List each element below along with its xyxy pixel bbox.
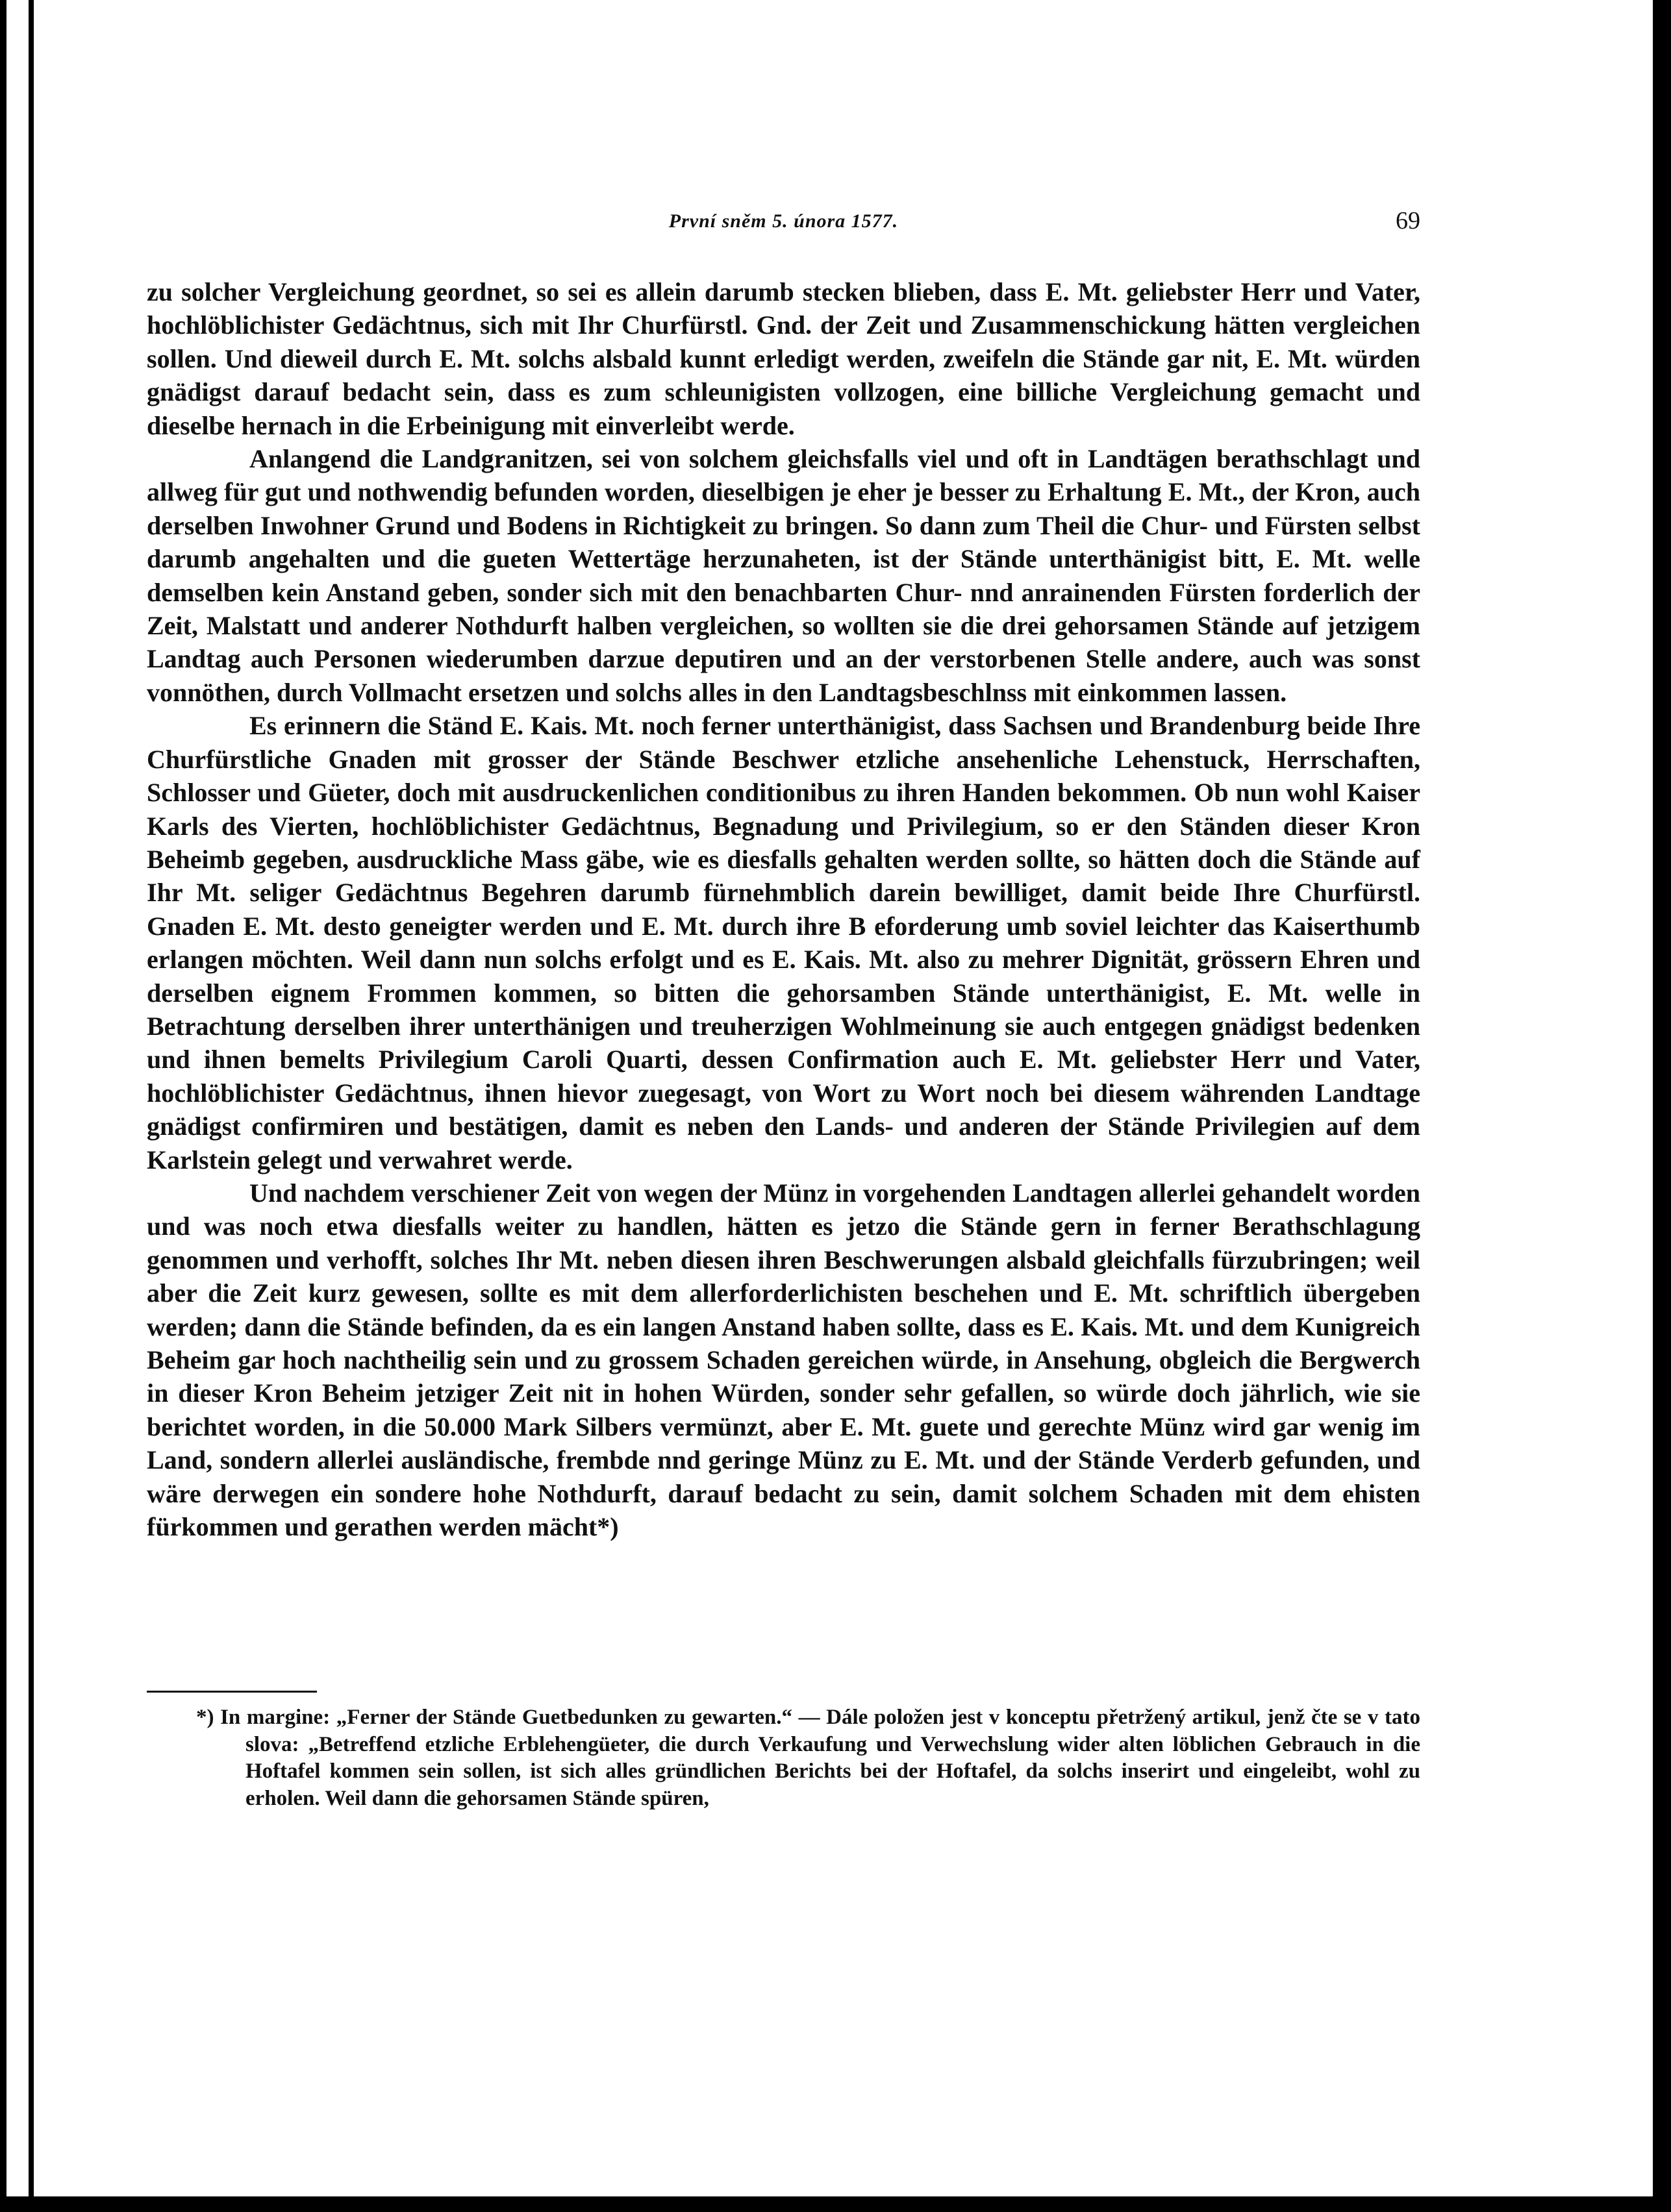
paragraph: zu solcher Vergleichung geordnet, so sei es allein darumb stecken blieben, dass E. Mt. geliebster Herr und Vater, hochlöblichister Gedächtnus, sich mit Ihr Churfürstl. Gnd. der Zeit und Zusammenschickung hätten vergleichen sollen. Und dieweil durch E. Mt. solchs alsbald kunnt erledigt werden, zweifeln die Stände gar nit, E. Mt. würden gnädigst darauf bedacht sein, dass es zum schleunigisten vollzogen, eine billiche Vergleichung gemacht und dieselbe hernach in die Erbeinigung mit einverleibt werde. [147, 277, 1420, 440]
scan-edge-binding [29, 0, 34, 2212]
footnote-text: *) In margine: „Ferner der Stände Guetbedunken zu gewarten.“ — Dále položen jest v konceptu přetržený artikul, jenž čte se v tato slova: „Betreffend etzliche Erblehengüeter, die durch Verkaufung und Verwechslung wider alten löblichen Gebrauch in die Hoftafel kommen sein sollen, ist sich alles gründlichen Berichts bei der Hoftafel, da solchs inserirt und eingeleibt, wohl zu erholen. Weil dann die gehorsamen Stände spüren, [196, 1706, 1420, 1810]
footnote-rule [147, 1691, 317, 1693]
paragraph: Und nachdem verschiener Zeit von wegen der Münz in vorgehenden Landtagen allerlei gehandelt worden und was noch etwa diesfalls weiter zu handlen, hätten es jetzo die Stände gern in ferner Berathschlagung genommen und verhofft, solches Ihr Mt. neben diesen ihren Beschwerungen alsbald gleichfalls fürzubringen; weil aber die Zeit kurz gewesen, sollte es mit dem allerforderlichisten beschehen und E. Mt. schriftlich übergeben werden; dann die Stände befinden, da es ein langen Anstand haben sollte, dass es E. Kais. Mt. und dem Kunigreich Beheim gar hoch nachtheilig sein und zu grossem Schaden gereichen würde, in Ansehung, obgleich die Bergwerch in dieser Kron Beheim jetziger Zeit nit in hohen Würden, sonder sehr gefallen, so würde doch jährlich, wie sie berichtet worden, in die 50.000 Mark Silbers vermünzt, aber E. Mt. guete und gerechte Münz wird gar wenig im Land, sondern allerlei ausländische, frembde nnd geringe Münz zu E. Mt. und der Stände Verderb gefunden, und wäre derwegen ein sondere hohe Nothdurft, darauf bedacht zu sein, damit solchem Schaden mit dem ehisten fürkommen und gerathen werden mächt*) [147, 1178, 1420, 1542]
page-header [147, 206, 1420, 245]
main-text [147, 275, 1420, 1543]
paragraph: Es erinnern die Ständ E. Kais. Mt. noch ferner unterthänigist, dass Sachsen und Brandenburg beide Ihre Churfürstliche Gnaden mit grosser der Stände Beschwer etzliche ansehenliche Lehenstuck, Herrschaften, Schlosser und Güeter, doch mit ausdruckenlichen conditionibus zu ihren Handen bekommen. Ob nun wohl Kaiser Karls des Vierten, hochlöblichister Gedächtnus, Begnadung und Privilegium, so er den Ständen dieser Kron Beheimb gegeben, ausdruckliche Mass gäbe, wie es diesfalls gehalten werden sollte, so hätten doch die Stände auf Ihr Mt. seliger Gedächtnus Begehren darumb fürnehmblich darein bewilliget, damit beide Ihre Churfürstl. Gnaden E. Mt. desto geneigter werden und E. Mt. durch ihre B eforderung umb soviel leichter das Kaiserthumb erlangen möchten. Weil dann nun solchs erfolgt und es E. Kais. Mt. also zu mehrer Dignität, grössern Ehren und derselben eignem Frommen kommen, so bitten die gehorsamben Stände unterthänigist, E. Mt. welle in Betrachtung derselben ihrer unterthänigen und treuherzigen Wohlmeinung sie auch entgegen gnädigst bedenken und ihnen bemelts Privilegium Caroli Quarti, dessen Confirmation auch E. Mt. geliebster Herr und Vater, hochlöblichister Gedächtnus, ihnen hievor zuegesagt, von Wort zu Wort noch bei diesem währenden Landtage gnädigst confirmiren und bestätigen, damit es neben den Lands- und anderen der Stände Privilegien auf dem Karlstein gelegt und verwahret werde. [147, 711, 1420, 1174]
page-number: 69 [1396, 207, 1420, 234]
scan-edge-right [1653, 0, 1671, 2212]
scan-edge-left [0, 0, 6, 2212]
paragraph: Anlangend die Landgranitzen, sei von solchem gleichsfalls viel und oft in Landtägen berathschlagt und allweg für gut und nothwendig befunden worden, dieselbigen je eher je besser zu Erhaltung E. Mt., der Kron, auch derselben Inwohner Grund und Bodens in Richtigkeit zu bringen. So dann zum Theil die Chur- und Fürsten selbst darumb angehalten und die gueten Wettertäge herzunaheten, ist der Stände unterthänigist bitt, E. Mt. welle demselben kein Anstand geben, sonder sich mit den benachbarten Chur- nnd anrainenden Fürsten forderlich der Zeit, Malstatt und anderer Nothdurft halben vergleichen, so wollten sie die drei gehorsamen Stände auf jetzigem Landtag auch Personen wiederumben darzue deputiren und an der verstorbenen Stelle andere, auch was sonst vonnöthen, durch Vollmacht ersetzen und solchs alles in den Landtagsbeschlnss mit einkommen lassen. [147, 444, 1420, 707]
footnote [147, 1704, 1420, 1812]
running-title: První sněm 5. února 1577. [668, 210, 899, 232]
scan-edge-bottom [0, 2196, 1671, 2212]
